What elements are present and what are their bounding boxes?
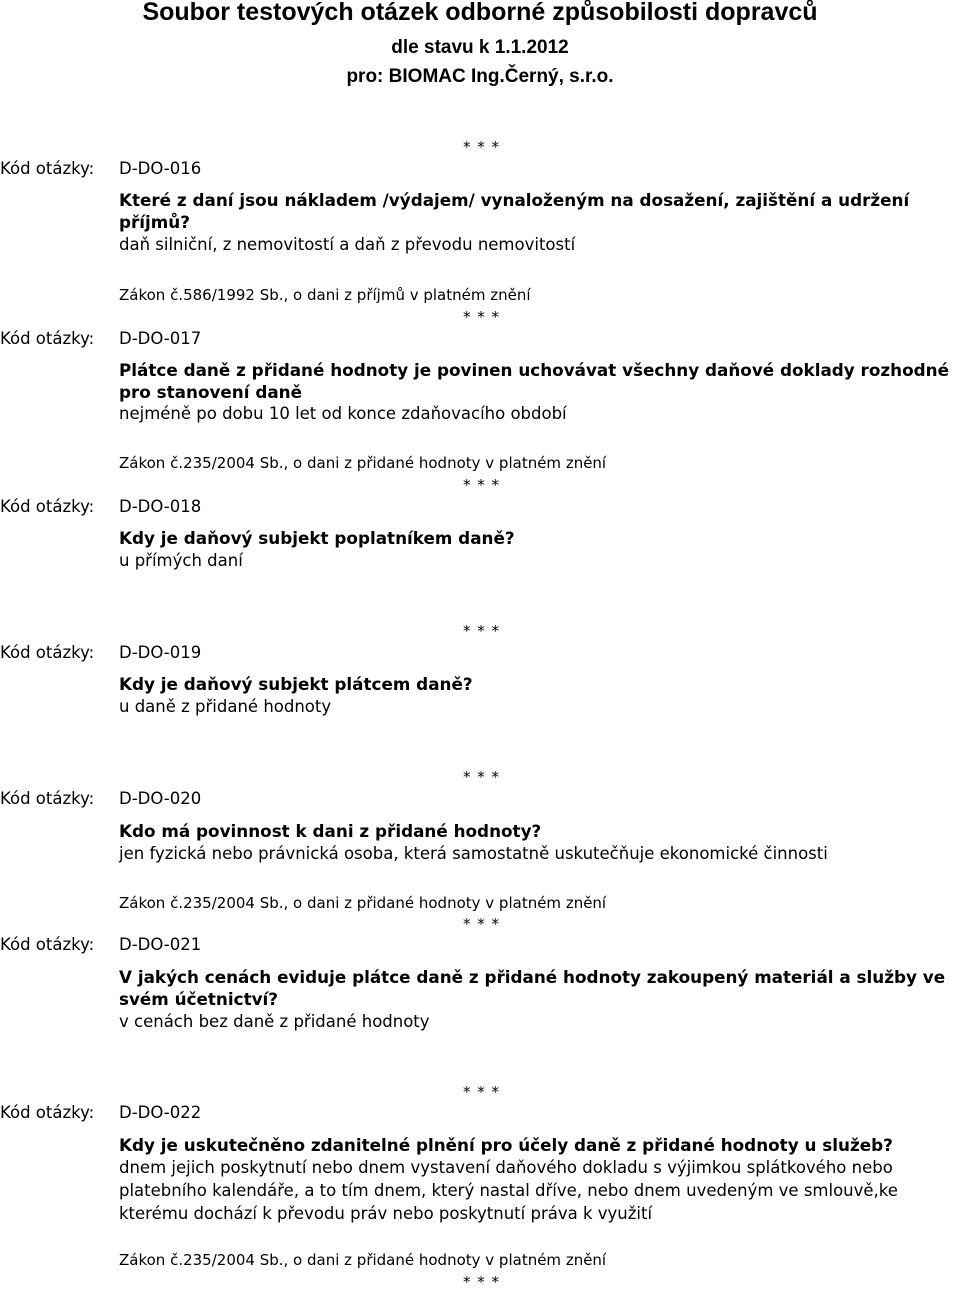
- question-code: D-DO-018: [119, 497, 202, 516]
- separator: * * *: [463, 1083, 501, 1101]
- document-date: dle stavu k 1.1.2012: [391, 37, 569, 58]
- question-text: Plátce daně z přidané hodnoty je povinen uchovávat všechny daňové doklady rozhodné pro stanovení daně: [119, 360, 949, 402]
- separator: * * *: [463, 138, 501, 156]
- question-code: D-DO-020: [119, 789, 202, 808]
- question-text: Kdy je daňový subjekt plátcem daně?: [119, 674, 473, 694]
- question-text: Které z daní jsou nákladem /výdajem/ vynaloženým na dosažení, zajištění a udržení příjmů?: [119, 190, 910, 232]
- separator: * * *: [463, 622, 501, 640]
- answer-text: daň silniční, z nemovitostí a daň z převodu nemovitostí: [119, 235, 576, 254]
- question-code: D-DO-021: [119, 935, 202, 954]
- document-title: Soubor testových otázek odborné způsobilosti dopravců: [142, 0, 818, 26]
- question-text: Kdo má povinnost k dani z přidané hodnoty?: [119, 821, 542, 841]
- question-code-label: Kód otázky:: [0, 159, 95, 178]
- question-text: Kdy je uskutečněno zdanitelné plnění pro účely daně z přidané hodnoty u služeb?: [119, 1135, 893, 1155]
- answer-text: nejméně po dobu 10 let od konce zdaňovacího období: [119, 404, 567, 423]
- question-code: D-DO-022: [119, 1103, 202, 1122]
- law-reference: Zákon č.235/2004 Sb., o dani z přidané hodnoty v platném znění: [119, 454, 607, 472]
- question-code-label: Kód otázky:: [0, 789, 95, 808]
- document-recipient: pro: BIOMAC Ing.Černý, s.r.o.: [346, 66, 614, 87]
- question-code: D-DO-019: [119, 643, 202, 662]
- answer-text: v cenách bez daně z přidané hodnoty: [119, 1012, 430, 1031]
- question-code-label: Kód otázky:: [0, 497, 95, 516]
- law-reference: Zákon č.586/1992 Sb., o dani z příjmů v platném znění: [119, 286, 531, 304]
- question-code-label: Kód otázky:: [0, 1103, 95, 1122]
- answer-text: jen fyzická nebo právnická osoba, která samostatně uskutečňuje ekonomické činnosti: [119, 844, 828, 863]
- answer-text: dnem jejich poskytnutí nebo dnem vystavení daňového dokladu s výjimkou splátkového nebo platebního kalendáře, a to tím dnem, který nastal dříve, nebo dnem uvedeným ve smlouvě,ke kterému dochází k převodu práv nebo poskytnutí práva k využití: [119, 1158, 898, 1223]
- question-text: V jakých cenách eviduje plátce daně z přidané hodnoty zakoupený materiál a služby ve svém účetnictví?: [119, 967, 946, 1009]
- answer-text: u přímých daní: [119, 551, 243, 570]
- law-reference: Zákon č.235/2004 Sb., o dani z přidané hodnoty v platném znění: [119, 894, 607, 912]
- separator: * * *: [463, 768, 501, 786]
- question-code-label: Kód otázky:: [0, 935, 95, 954]
- separator: * * *: [463, 476, 501, 494]
- law-reference: Zákon č.235/2004 Sb., o dani z přidané hodnoty v platném znění: [119, 1251, 607, 1269]
- question-code-label: Kód otázky:: [0, 329, 95, 348]
- separator: * * *: [463, 308, 501, 326]
- separator: * * *: [463, 1273, 501, 1291]
- question-text: Kdy je daňový subjekt poplatníkem daně?: [119, 528, 515, 548]
- separator: * * *: [463, 915, 501, 933]
- question-code: D-DO-016: [119, 159, 202, 178]
- answer-text: u daně z přidané hodnoty: [119, 697, 332, 716]
- question-code: D-DO-017: [119, 329, 202, 348]
- question-code-label: Kód otázky:: [0, 643, 95, 662]
